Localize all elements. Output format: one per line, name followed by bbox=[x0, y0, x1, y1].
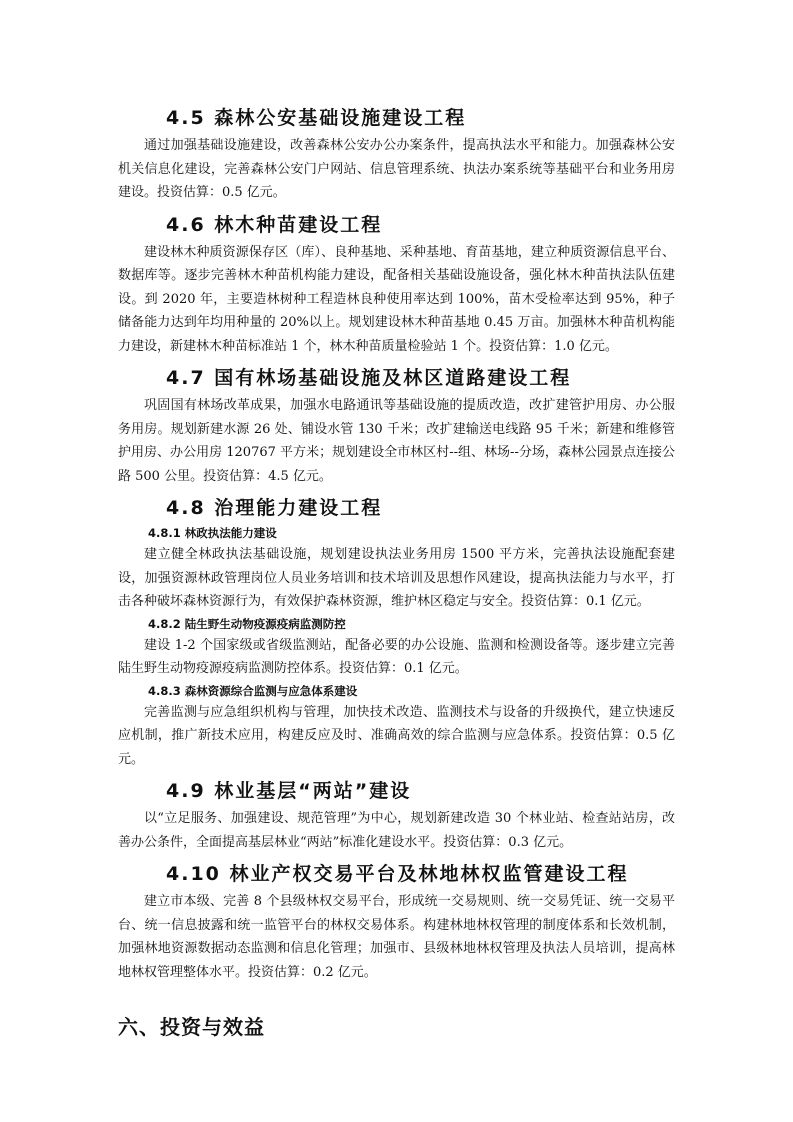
section-paragraph: 通过加强基础设施建设，改善森林公安办公办案条件，提高执法水平和能力。加强森林公安机关信息化建设，完善森林公安门户网站、信息管理系统、执法办案系统等基础平台和业务用房建设。投资估算：0.5 亿元。 bbox=[118, 138, 675, 200]
section-paragraph: 建设林木种质资源保存区（库）、良种基地、采种基地、育苗基地，建立种质资源信息平台、数据库等。逐步完善林木种苗机构能力建设，配备相关基础设施设备，强化林木种苗执法队伍建设。到 2020 年，主要造林树种工程造林良种使用率达到 100%，苗木受检率达到 95%，种子储备能力达到年均用种量的 20%以上。规划建设林木种苗基地 0.45 万亩。加强林木种苗机构能力建设，新建林木种苗标准站 1 个，林木种苗质量检验站 1 个。投资估算：1.0 亿元。 bbox=[118, 244, 675, 354]
section-paragraph: 以“立足服务、加强建设、规范管理”为中心，规划新建改造 30 个林业站、检查站站房，改善办公条件，全面提高基层林业“两站”标准化建设水平。投资估算：0.3 亿元。 bbox=[118, 811, 675, 850]
subsection-heading: 4.8.3 森林资源综合监测与应急体系建设 bbox=[148, 683, 358, 698]
section-4-6 bbox=[118, 211, 675, 359]
section-4-9 bbox=[118, 777, 675, 854]
chapter-heading: 六、投资与效益 bbox=[118, 1015, 265, 1039]
section-heading: 4.5 森林公安基础设施建设工程 bbox=[166, 107, 467, 129]
section-4-10 bbox=[118, 860, 675, 984]
subsection-paragraph: 建立健全林政执法基础设施，规划建设执法业务用房 1500 平方米，完善执法设施配套建设，加强资源林政管理岗位人员业务培训和技术培训及思想作风建设，提高执法能力与水平，打击各种破坏森林资源行为，有效保护森林资源，维护林区稳定与安全。投资估算：0.1 亿元。 bbox=[118, 547, 675, 609]
section-4-7 bbox=[118, 364, 675, 488]
section-4-8 bbox=[118, 494, 675, 771]
section-heading: 4.9 林业基层“两站”建设 bbox=[166, 780, 412, 802]
section-heading: 4.6 林木种苗建设工程 bbox=[166, 213, 383, 236]
subsection-heading: 4.8.1 林政执法能力建设 bbox=[148, 526, 277, 540]
subsection-heading: 4.8.2 陆生野生动物疫源疫病监测防控 bbox=[148, 616, 346, 631]
section-heading: 4.10 林业产权交易平台及林地林权监管建设工程 bbox=[166, 863, 629, 885]
section-heading: 4.8 治理能力建设工程 bbox=[166, 497, 383, 519]
section-paragraph: 建立市本级、完善 8 个县级林权交易平台，形成统一交易规则、统一交易凭证、统一交易平台、统一信息披露和统一监管平台的林权交易体系。构建林地林权管理的制度体系和长效机制，加强林地资源数据动态监测和信息化管理；加强市、县级林地林权管理及执法人员培训，提高林地林权管理整体水平。投资估算：0.2 亿元。 bbox=[118, 894, 675, 980]
section-heading: 4.7 国有林场基础设施及林区道路建设工程 bbox=[166, 367, 572, 389]
section-paragraph: 巩固国有林场改革成果，加强水电路通讯等基础设施的提质改造，改扩建管护用房、办公服务用房。规划新建水源 26 处、铺设水管 130 千米；改扩建输送电线路 95 千米；新建和维修管护用房、办公用房 120767 平方米；规划建设全市林区村--组、林场--分场，森林公园景点连接公路 500 公里。投资估算：4.5 亿元。 bbox=[118, 398, 675, 484]
subsection-paragraph: 完善监测与应急组织机构与管理，加快技术改造、监测技术与设备的升级换代，建立快速反应机制，推广新技术应用，构建反应及时、准确高效的综合监测与应急体系。投资估算：0.5 亿元。 bbox=[118, 704, 675, 767]
page-content bbox=[118, 98, 675, 1042]
subsection-paragraph: 建设 1-2 个国家级或省级监测站，配备必要的办公设施、监测和检测设备等。逐步建立完善陆生野生动物疫源疫病监测防控体系。投资估算：0.1 亿元。 bbox=[118, 637, 675, 676]
section-4-5 bbox=[118, 104, 675, 205]
